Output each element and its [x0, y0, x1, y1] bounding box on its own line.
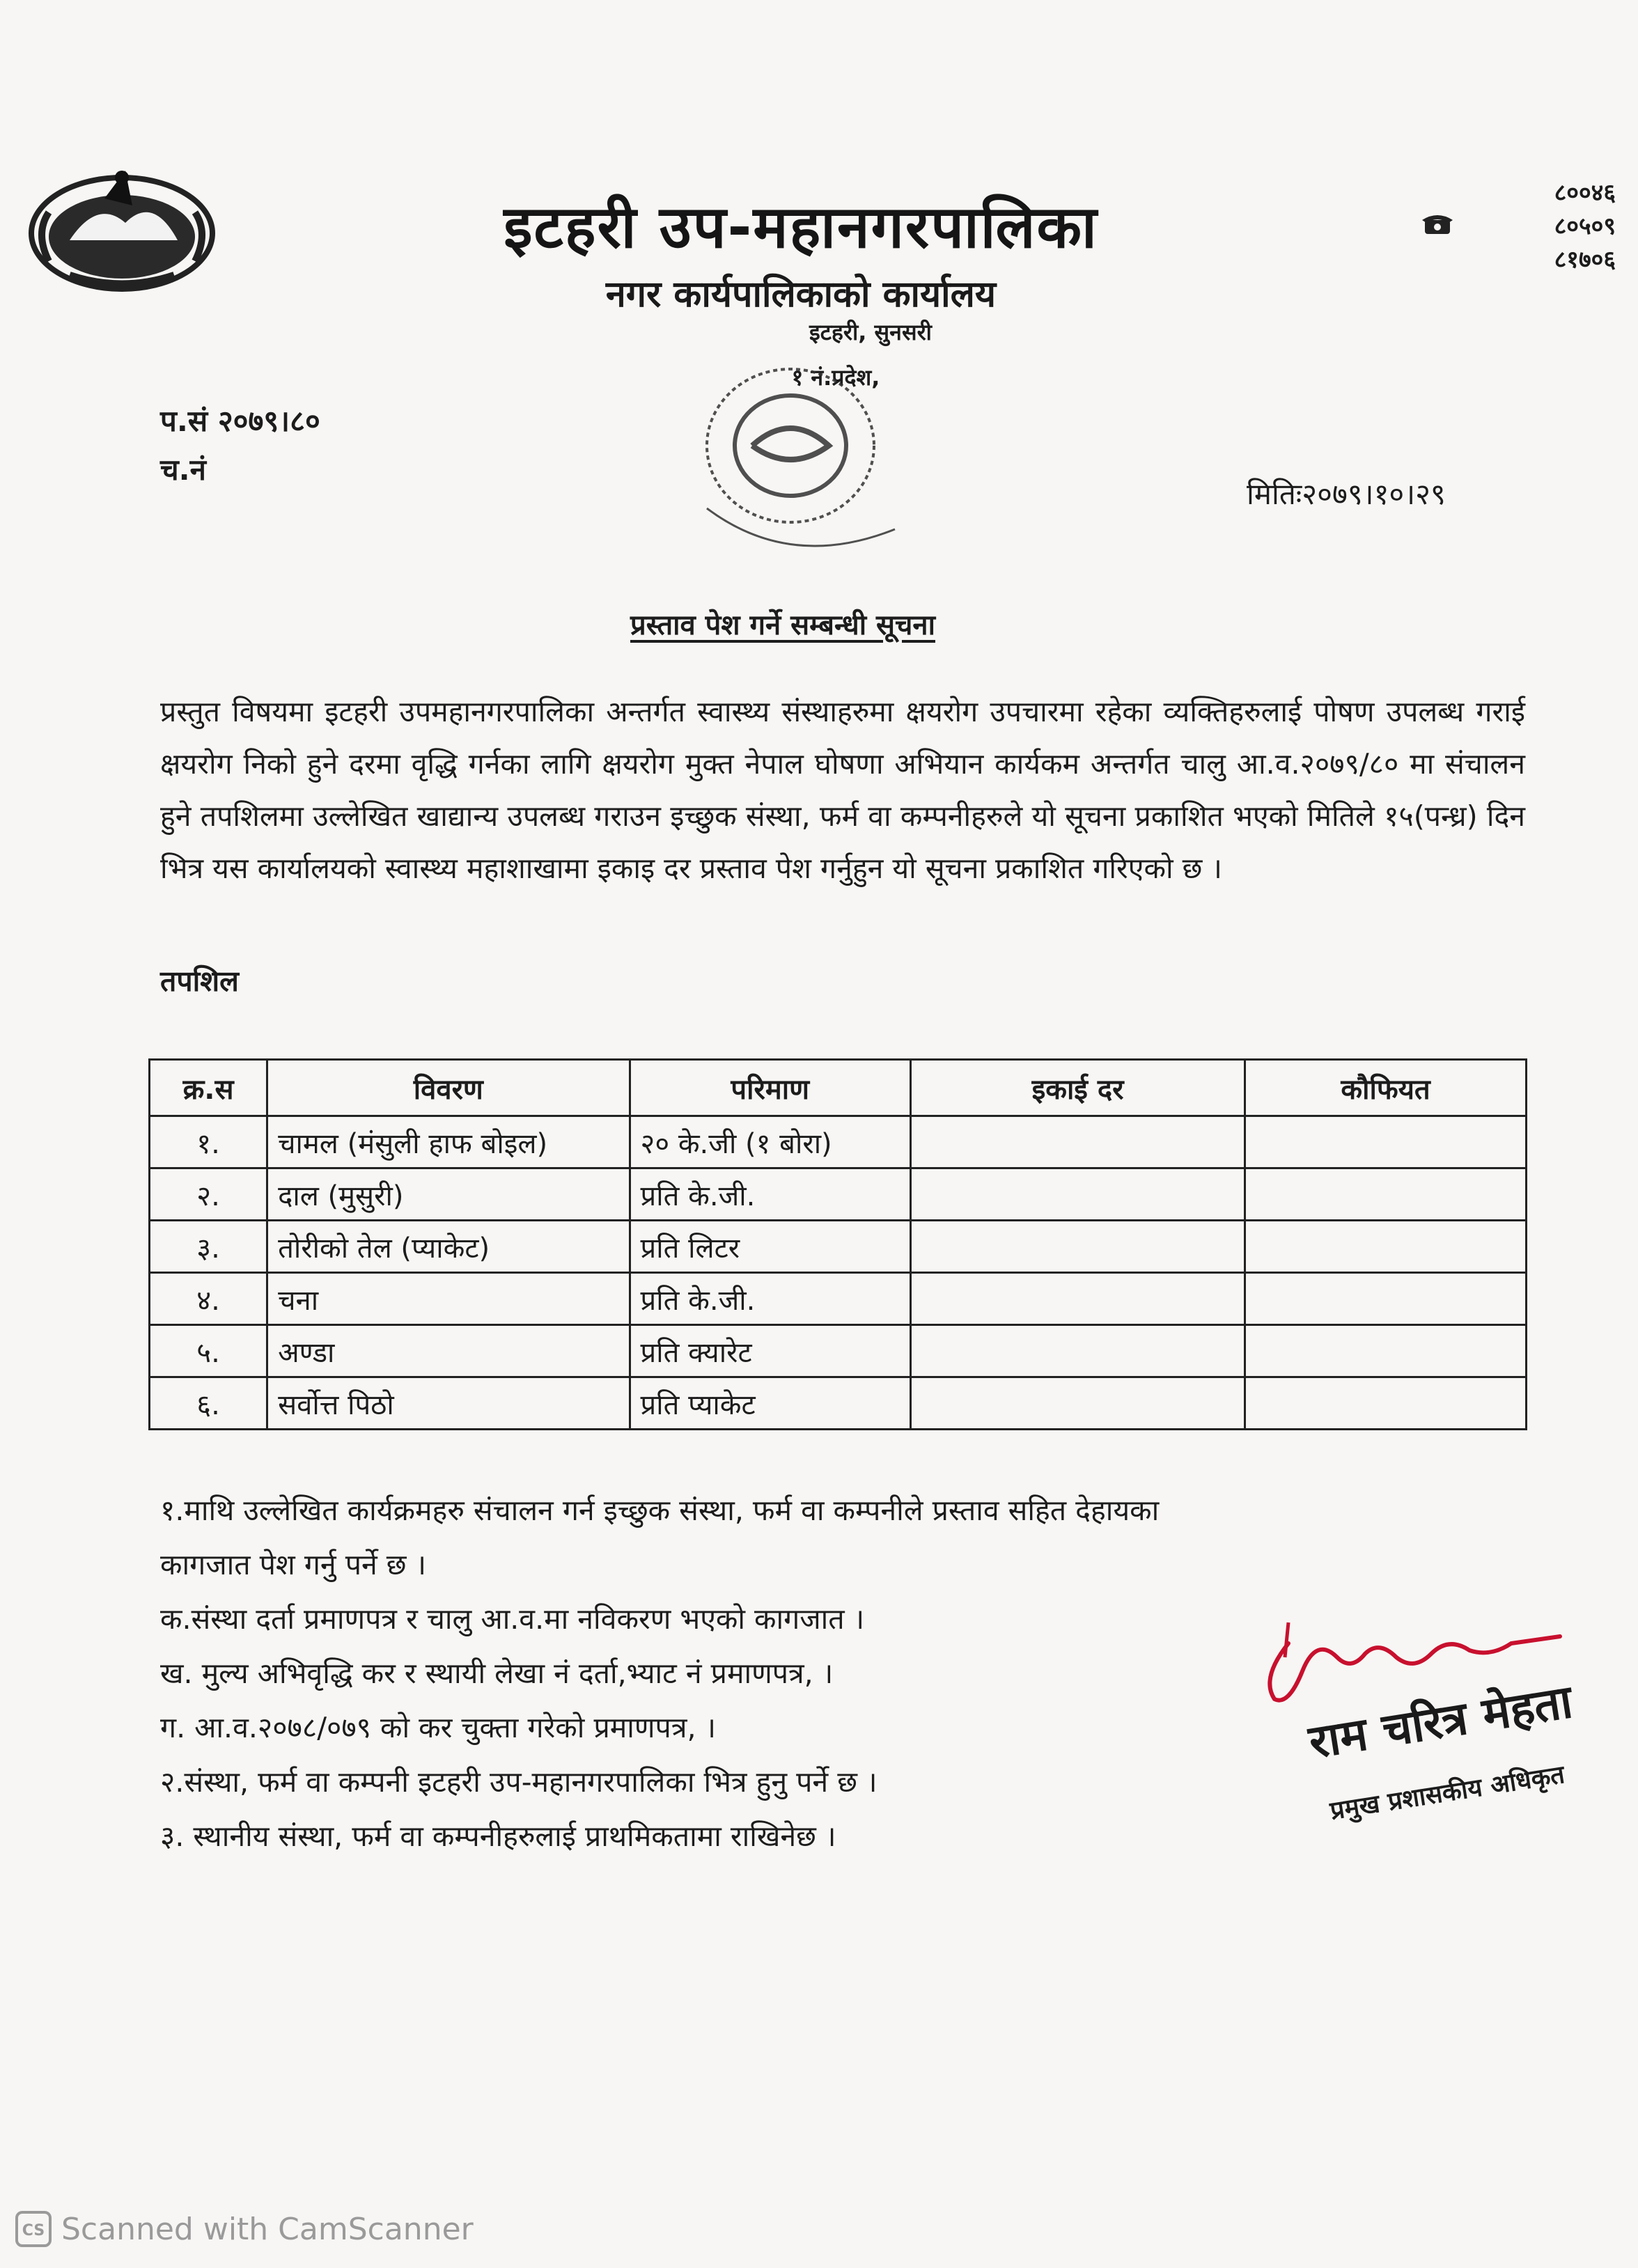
- table-cell: प्रति क्यारेट: [630, 1325, 910, 1377]
- table-cell: प्रति के.जी.: [630, 1168, 910, 1221]
- nepal-emblem-logo: [21, 157, 223, 296]
- table-cell: [1245, 1273, 1527, 1325]
- table-cell: चामल (मंसुली हाफ बोइल): [267, 1116, 630, 1168]
- column-header: विवरण: [267, 1060, 630, 1116]
- svg-text:CS: CS: [22, 2222, 45, 2239]
- table-cell: चना: [267, 1273, 630, 1325]
- signatory-title: प्रमुख प्रशासकीय अधिकृत: [1328, 1760, 1567, 1826]
- table-cell: दाल (मुसुरी): [267, 1168, 630, 1221]
- table-cell: १.: [150, 1116, 267, 1168]
- office-province: १ नं.प्रदेश,: [791, 364, 880, 391]
- dispatch-number: च.नं: [160, 453, 206, 487]
- list-item: १.माथि उल्लेखित कार्यक्रमहरु संचालन गर्न इच्छुक संस्था, फर्म वा कम्पनीले प्रस्ताव सहित देहायका: [160, 1494, 1160, 1527]
- table-cell: [1245, 1377, 1527, 1430]
- table-cell: अण्डा: [267, 1325, 630, 1377]
- table-cell: [910, 1325, 1245, 1377]
- notice-date: मितिः२०७९।१०।२९: [1247, 477, 1446, 511]
- table-cell: [910, 1116, 1245, 1168]
- office-title: इटहरी उप-महानगरपालिका: [504, 193, 1098, 261]
- table-cell: [1245, 1221, 1527, 1273]
- table-cell: [910, 1377, 1245, 1430]
- office-subtitle: नगर कार्यपालिकाको कार्यालय: [605, 274, 997, 315]
- table-cell: २० के.जी (१ बोरा): [630, 1116, 910, 1168]
- table-cell: सर्वोत्त पिठो: [267, 1377, 630, 1430]
- column-header: इकाई दर: [910, 1060, 1245, 1116]
- list-item: ग. आ.व.२०७८/०७९ को कर चुक्ता गरेको प्रमाणपत्र, ।: [160, 1711, 717, 1744]
- table-row: [150, 1273, 1527, 1325]
- table-header-row: [150, 1060, 1527, 1116]
- list-item: क.संस्था दर्ता प्रमाणपत्र र चालु आ.व.मा नविकरण भएको कागजात ।: [160, 1602, 865, 1636]
- column-header: परिमाण: [630, 1060, 910, 1116]
- table-row: [150, 1325, 1527, 1377]
- table-cell: [910, 1221, 1245, 1273]
- reference-number: प.सं २०७९।८०: [160, 404, 320, 438]
- phone-number: ८१७०६: [1554, 246, 1616, 274]
- list-item: ख. मुल्य अभिवृद्धि कर र स्थायी लेखा नं दर्ता,भ्याट नं प्रमाणपत्र, ।: [160, 1657, 834, 1690]
- table-cell: [910, 1273, 1245, 1325]
- list-item: ३. स्थानीय संस्था, फर्म वा कम्पनीहरुलाई प्राथमिकतामा राखिनेछ ।: [160, 1820, 836, 1853]
- table-cell: ५.: [150, 1325, 267, 1377]
- table-cell: [1245, 1116, 1527, 1168]
- signatory-name: राम चरित्र मेहता: [1305, 1673, 1576, 1769]
- table-cell: [910, 1168, 1245, 1221]
- phone-numbers: [1421, 175, 1616, 276]
- camscanner-logo-icon: [15, 2211, 52, 2247]
- table-cell: ३.: [150, 1221, 267, 1273]
- office-seal: [686, 341, 944, 606]
- table-row: [150, 1377, 1527, 1430]
- table-cell: प्रति के.जी.: [630, 1273, 910, 1325]
- table-row: [150, 1221, 1527, 1273]
- scanner-label: Scanned with CamScanner: [61, 2211, 474, 2247]
- table-cell: प्रति लिटर: [630, 1221, 910, 1273]
- list-item: २.संस्था, फर्म वा कम्पनी इटहरी उप-महानगरपालिका भित्र हुनु पर्ने छ ।: [160, 1765, 878, 1799]
- notice-body: प्रस्तुत विषयमा इटहरी उपमहानगरपालिका अन्तर्गत स्वास्थ्य संस्थाहरुमा क्षयरोग उपचारमा रहेका व्यक्तिहरुलाई पोषण उपलब्ध गराई क्षयरोग निको हुने दरमा वृद्धि गर्नका लागि क्षयरोग मुक्त नेपाल घोषणा अभियान कार्यकम अन्तर्गत चालु आ.व.२०७९/८० मा संचालन हुने तपशिलमा उल्लेखित खाद्यान्य उपलब्ध गराउन इच्छुक संस्था, फर्म वा कम्पनीहरुले यो सूचना प्रकाशित भएको मितिले १५(पन्ध्र) दिन भित्र यस कार्यालयको स्वास्थ्य महाशाखामा इकाइ दर प्रस्ताव पेश गर्नुहुन यो सूचना प्रकाशित गरिएको छ ।: [160, 695, 1525, 885]
- table-cell: ४.: [150, 1273, 267, 1325]
- column-header: क्र.स: [150, 1060, 267, 1116]
- notice-subject: प्रस्ताव पेश गर्ने सम्बन्धी सूचना: [630, 609, 935, 641]
- list-item: कागजात पेश गर्नु पर्ने छ ।: [160, 1548, 427, 1581]
- table-cell: [1245, 1325, 1527, 1377]
- table-cell: ६.: [150, 1377, 267, 1430]
- schedule-label: तपशिल: [160, 964, 239, 998]
- table-row: [150, 1168, 1527, 1221]
- table-cell: २.: [150, 1168, 267, 1221]
- column-header: कौफियत: [1245, 1060, 1527, 1116]
- table-cell: प्रति प्याकेट: [630, 1377, 910, 1430]
- table-cell: [1245, 1168, 1527, 1221]
- phone-number: ८००४६: [1554, 179, 1616, 207]
- table-cell: तोरीको तेल (प्याकेट): [267, 1221, 630, 1273]
- office-address: इटहरी, सुनसरी: [809, 319, 932, 345]
- table-row: [150, 1116, 1527, 1168]
- scanner-footer: [15, 2211, 474, 2247]
- phone-number: ८०५०९: [1421, 209, 1616, 242]
- items-table: [148, 1058, 1527, 1430]
- telephone-icon: [1421, 213, 1454, 235]
